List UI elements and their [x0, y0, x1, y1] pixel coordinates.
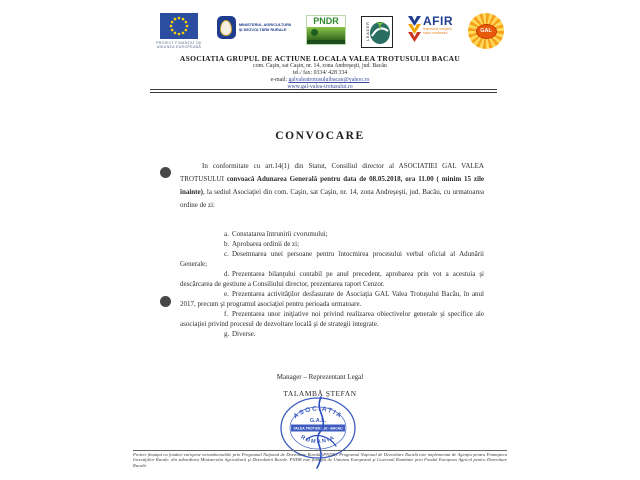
leader-emblem-icon	[369, 19, 391, 45]
stamp-banner-text: VALEA TROTUSULUI - BACAU	[293, 426, 343, 431]
pndr-label: PNDR	[307, 16, 345, 27]
pndr-logo	[306, 15, 346, 45]
intro-text-2: , la sediul Asociaţiei din com. Caşin, sat Caşin, nr. 14, zona Andreşeşti, jud. Bacău, cu urmatoarea ordine de zi:	[180, 188, 484, 209]
org-address: com. Caşin, sat Caşin, nr. 14, zona Andreşeşti, jud. Bacău	[253, 63, 387, 69]
footer-disclaimer: Proiect finanţat cu fonduri europene nerambursabile prin Programul Naţional de Dezvoltare Rurală (PNDR). Programul Naţional de Dezvoltare Rurală este implementat de Agenţia pentru Finanţarea Investiţiilor Rurale, din subordinea Ministerului Agriculturii şi Dezvoltării Rurale. PNDR este finanţat de Uniunea Europeană şi Guvernul României prin Fondul European Agricol pentru Dezvoltare Rurală.	[133, 452, 507, 468]
signatory-name: TALAMBĂ ŞTEFAN	[283, 389, 357, 398]
agenda-item: c. Desemnarea unei persoane pentru întocmirea procesului verbal oficial al Adunării Generale;	[180, 250, 484, 268]
logo-row	[156, 13, 504, 59]
hole-punch-mark	[160, 167, 171, 178]
email-label: e-mail:	[270, 77, 289, 83]
eu-flag-caption: PROIECT FINANŢAT DE UNIUNEA EUROPEANĂ	[156, 41, 202, 50]
gal-sunburst-icon	[468, 13, 504, 49]
ministry-crest-icon	[217, 16, 236, 39]
footer-divider	[133, 450, 507, 451]
leader-label: LEADER	[365, 21, 370, 41]
agenda-item: g. Diverse.	[224, 330, 256, 338]
intro-text-bold: convoacă Adunarea Generală pentru data de 08.05.2018, ora 11.00 ( minim 15 zile înainte)	[180, 175, 484, 196]
afir-logo	[408, 15, 453, 43]
agenda-item: a. Constatarea întrunirii cvorumului;	[224, 230, 328, 238]
pndr-landscape-icon	[307, 27, 345, 40]
agenda-item: f. Prezentarea unor iniţiative noi privind realizarea obiectivelor generale şi specifice ale asociaţiei privind procesul de dezvoltare locală şi de strategii integrate.	[180, 310, 484, 328]
afir-text	[423, 15, 453, 36]
signatory-role: Manager – Reprezentant Legal	[276, 373, 364, 381]
afir-wheat-icon	[408, 15, 421, 43]
intro-paragraph	[180, 160, 484, 212]
stamp-bottom-text: ROMANIA	[299, 434, 337, 446]
afir-label: AFIR	[423, 14, 454, 28]
email-link[interactable]: galvaleatrotusuluibacau@yahoo.ro	[288, 77, 370, 83]
agenda-item: e. Prezentarea activităţilor desfasurate de Asociaţia GAL Valea Trotuşului Bacău, în anul 2017, precum şi programul asociaţiei pentru perioada urmatoare.	[180, 290, 484, 308]
pndr-strip	[307, 40, 345, 44]
org-telfax: tel./ fax: 0334/ 428 334	[292, 70, 348, 76]
org-name: ASOCIATIA GRUPUL DE ACTIUNE LOCALA VALEA TROTUSULUI BACAU	[179, 54, 461, 63]
website-link[interactable]: www.gal-valea-trotusului.ro	[287, 84, 353, 90]
ministry-logo	[217, 16, 291, 39]
intro-text-1: In conformitate cu art.14(1) din Statut, Consiliul director al ASOCIATIEI GAL VALEA TROTUSULUI	[180, 162, 484, 183]
org-email-line	[0, 77, 640, 84]
eu-flag-icon	[160, 13, 198, 39]
stamp-top-text: ASOCIATIA	[292, 405, 344, 421]
hole-punch-mark	[160, 296, 171, 307]
org-header	[0, 55, 640, 91]
page-title: CONVOCARE	[275, 130, 365, 142]
gal-label: GAL	[476, 24, 497, 39]
eu-flag-logo	[156, 13, 202, 50]
afir-tagline: împreună creştem satul românesc	[423, 27, 452, 36]
ministry-label: MINISTERUL AGRICULTURII ŞI DEZVOLTĂRII RURALE	[238, 21, 292, 32]
stamp-center-text: G.A.L.	[309, 418, 327, 424]
leader-logo	[361, 16, 393, 48]
agenda-list	[180, 229, 484, 339]
agenda-item: d. Prezentarea bilanţului contabil pe anul precedent, aprobarea prin vot a acestuia şi descărcarea de gestiune a Consiliului director, prezentarea raport Cenzor.	[180, 270, 484, 288]
gal-logo	[468, 13, 504, 49]
header-divider	[150, 89, 497, 93]
agenda-item: b. Aprobarea ordinii de zi;	[224, 240, 300, 248]
